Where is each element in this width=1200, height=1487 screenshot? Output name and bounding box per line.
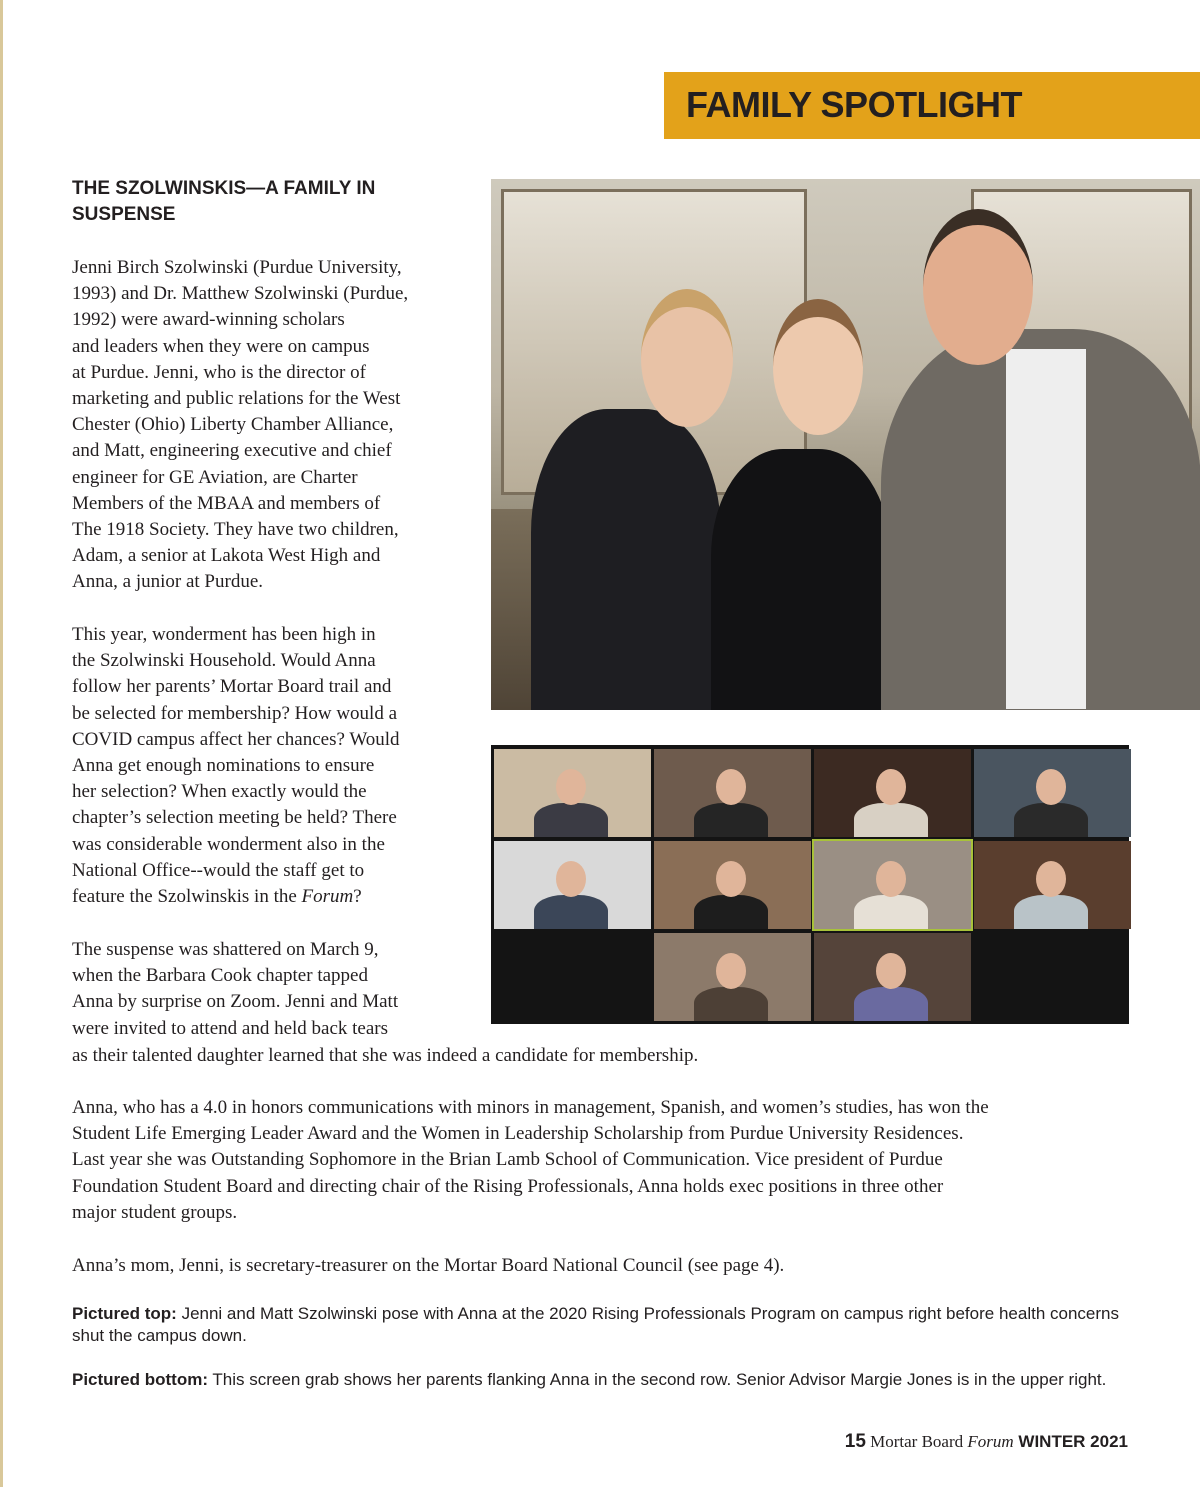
text-line: Chester (Ohio) Liberty Chamber Alliance, [72, 414, 394, 436]
page-edge-rule [0, 0, 3, 1487]
text-line: Student Life Emerging Leader Award and the Women in Leadership Scholarship from Purdue University Residences. [72, 1123, 964, 1145]
photo-figure [711, 449, 891, 710]
text-line: and Matt, engineering executive and chief [72, 440, 392, 462]
zoom-participant-body [1014, 895, 1088, 929]
text-line: be selected for membership? How would a [72, 702, 398, 724]
photo-figure-head [773, 299, 863, 435]
zoom-participant-face [876, 861, 906, 897]
paragraph-4 [72, 1095, 1152, 1226]
section-banner [664, 72, 1200, 139]
photo-figure [531, 409, 721, 710]
text-line: The suspense was shattered on March 9, [72, 939, 379, 960]
paragraph-3 [72, 937, 472, 1042]
zoom-participant-face [1036, 861, 1066, 897]
text-line: were invited to attend and held back tears [72, 1017, 389, 1039]
zoom-participant-face [716, 769, 746, 805]
caption-label: Pictured top: [72, 1304, 177, 1323]
section-banner-title: FAMILY SPOTLIGHT [686, 84, 1023, 125]
zoom-tile [494, 841, 651, 929]
text-line: Last year she was Outstanding Sophomore in the Brian Lamb School of Communication. Vice president of Purdue [72, 1149, 943, 1171]
publication-name: Mortar Board [865, 1432, 968, 1451]
forum-italic: Forum [301, 886, 354, 908]
zoom-participant-face [556, 769, 586, 805]
paragraph-2 [72, 622, 472, 910]
caption-label: Pictured bottom: [72, 1370, 208, 1389]
text-line: was considerable wonderment also in the [72, 833, 385, 855]
zoom-participant-body [1014, 803, 1088, 837]
text-line: Anna by surprise on Zoom. Jenni and Matt [72, 991, 399, 1013]
text-fragment: ? [353, 886, 362, 908]
zoom-tile [974, 749, 1131, 837]
zoom-tile [814, 933, 971, 1021]
zoom-participant-body [854, 803, 928, 837]
zoom-participant-face [716, 953, 746, 989]
zoom-participant-body [854, 987, 928, 1021]
zoom-tile [494, 749, 651, 837]
text-line-last [72, 884, 472, 910]
photo-zoom-screen-grab [491, 745, 1129, 1024]
caption-bottom [72, 1369, 1132, 1391]
page-number: 15 [844, 1431, 866, 1452]
photo-figure-head [923, 209, 1033, 365]
zoom-tile [654, 841, 811, 929]
text-line: Anna, a junior at Purdue. [72, 571, 264, 593]
zoom-participant-face [876, 953, 906, 989]
paragraph-3-continued: as their talented daughter learned that she was indeed a candidate for membership. [72, 1045, 699, 1066]
headline-line: SUSPENSE [72, 204, 176, 225]
photo-family-portrait [491, 179, 1200, 710]
text-line: Jenni Birch Szolwinski (Purdue University, [72, 257, 402, 278]
text-line: her selection? When exactly would the [72, 781, 367, 803]
text-line: 1992) were award-winning scholars [72, 309, 345, 331]
text-line: This year, wonderment has been high in [72, 624, 376, 645]
zoom-tile [814, 749, 971, 837]
text-line: COVID campus affect her chances? Would [72, 728, 400, 750]
zoom-tile [494, 933, 651, 1021]
headline-line: THE SZOLWINSKIS—A FAMILY IN [72, 178, 376, 199]
text-line: Anna, who has a 4.0 in honors communications with minors in management, Spanish, and women’s studies, has won the [72, 1097, 989, 1118]
photo-shirt [1006, 349, 1086, 709]
paragraph-1 [72, 255, 472, 596]
zoom-participant-face [876, 769, 906, 805]
text-line: Foundation Student Board and directing chair of the Rising Professionals, Anna holds exec positions in three other [72, 1175, 944, 1197]
zoom-participant-face [716, 861, 746, 897]
text-line: National Office--would the staff get to [72, 859, 365, 881]
text-line: chapter’s selection meeting be held? There [72, 807, 397, 829]
zoom-tile [654, 933, 811, 1021]
paragraph-5: Anna’s mom, Jenni, is secretary-treasurer on the Mortar Board National Council (see page 4). [72, 1255, 785, 1276]
text-line: the Szolwinski Household. Would Anna [72, 650, 376, 672]
zoom-participant-body [694, 987, 768, 1021]
zoom-participant-face [556, 861, 586, 897]
issue-season: WINTER 2021 [1013, 1432, 1128, 1451]
text-line: major student groups. [72, 1201, 238, 1223]
zoom-participant-body [534, 803, 608, 837]
text-line: when the Barbara Cook chapter tapped [72, 965, 368, 987]
text-fragment: feature the Szolwinskis in the [72, 886, 302, 908]
zoom-tile [974, 841, 1131, 929]
zoom-tile [654, 749, 811, 837]
zoom-participant-face [1036, 769, 1066, 805]
text-line: engineer for GE Aviation, are Charter [72, 466, 358, 488]
text-line: Anna get enough nominations to ensure [72, 755, 375, 777]
text-line: and leaders when they were on campus [72, 335, 370, 357]
zoom-participant-body [534, 895, 608, 929]
caption-text: Jenni and Matt Szolwinski pose with Anna at the 2020 Rising Professionals Program on campus right before health concerns shut the campus down. [72, 1304, 1119, 1345]
caption-text: This screen grab shows her parents flanking Anna in the second row. Senior Advisor Margie Jones is in the upper right. [208, 1370, 1107, 1389]
page-folio [845, 1431, 1128, 1453]
publication-name-italic: Forum [967, 1432, 1014, 1451]
caption-top [72, 1303, 1132, 1347]
text-line: marketing and public relations for the West [72, 388, 401, 410]
text-line: Members of the MBAA and members of [72, 492, 381, 514]
photo-figure-head [641, 289, 733, 427]
zoom-participant-body [854, 895, 928, 929]
text-line: 1993) and Dr. Matthew Szolwinski (Purdue, [72, 283, 409, 305]
text-line: The 1918 Society. They have two children, [72, 519, 399, 541]
zoom-participant-body [694, 803, 768, 837]
article-headline [72, 176, 432, 228]
text-line: at Purdue. Jenni, who is the director of [72, 361, 366, 383]
zoom-participant-body [694, 895, 768, 929]
text-line: follow her parents’ Mortar Board trail and [72, 676, 392, 698]
text-line: Adam, a senior at Lakota West High and [72, 545, 381, 567]
zoom-tile [814, 841, 971, 929]
